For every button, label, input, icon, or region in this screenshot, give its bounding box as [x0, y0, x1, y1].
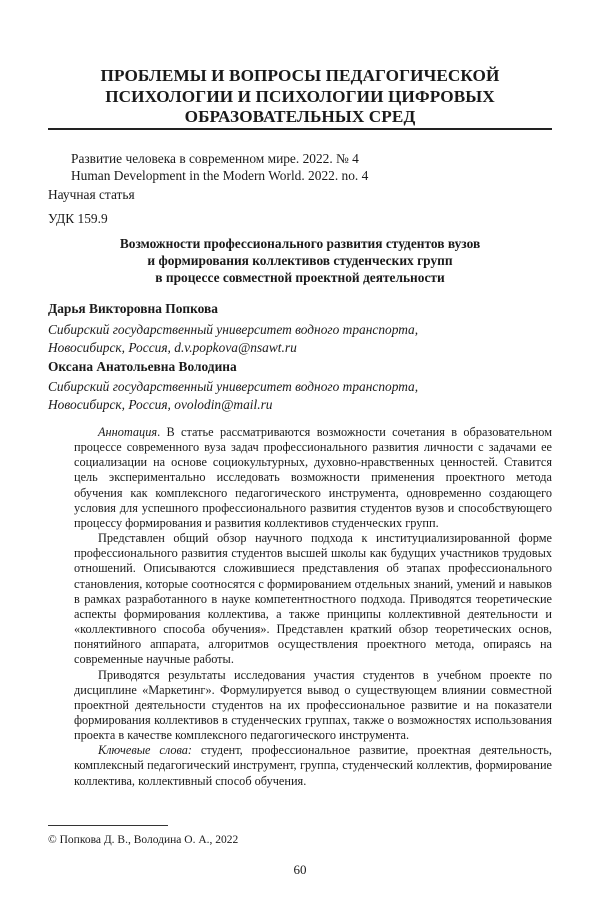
article-title-line: в процессе совместной проектной деятельности [155, 270, 445, 285]
abstract-label: Аннотация [98, 425, 158, 439]
abstract-paragraph [74, 425, 552, 531]
journal-citation-en: Human Development in the Modern World. 2022. no. 4 [71, 168, 369, 183]
article-title [48, 235, 552, 286]
header-rule [48, 128, 552, 130]
keywords-label: Ключевые слова: [98, 743, 192, 758]
article-type: Научная статья [48, 187, 135, 202]
author-name: Дарья Викторовна Попкова [48, 301, 218, 316]
affiliation-line: Сибирский государственный университет водного транспорта, [48, 322, 419, 337]
section-title-line: ОБРАЗОВАТЕЛЬНЫХ СРЕД [184, 107, 416, 126]
author-affiliation [48, 378, 552, 414]
journal-citation-ru: Развитие человека в современном мире. 2022. № 4 [71, 151, 359, 166]
section-title-line: ПСИХОЛОГИИ И ПСИХОЛОГИИ ЦИФРОВЫХ [105, 86, 495, 106]
page-number: 60 [293, 862, 307, 877]
section-title [48, 66, 552, 128]
page [48, 0, 552, 917]
abstract-text: . В статье рассматриваются возможности сочетания в образовательном процессе современного вуза задач профессионального развития личности с задачами ее социализации на основе социокультурных, духовно-нравственных ценностей. Ставится цель экспериментально исследовать возможности применения проектного метода обучения как комплексного педагогического инструмента, одновременно создающего условия для успешного профессионального развития студентов вузов и способствующего процессу формирования и развития коллективов студенческих групп. [74, 425, 552, 530]
affiliation-line: Сибирский государственный университет водного транспорта, [48, 379, 419, 394]
author-affiliation [48, 321, 552, 357]
affiliation-line: Новосибирск, Россия, ovolodin@mail.ru [48, 397, 273, 412]
abstract [74, 425, 552, 789]
udc-code: УДК 159.9 [48, 211, 108, 226]
footnote-rule [48, 825, 168, 826]
keywords-text: студент, профессиональное развитие, проектная деятельность, комплексный педагогический инструмент, группа, студенческий коллектив, формирование коллектива, коллективный способ обучения. [74, 743, 552, 788]
abstract-paragraph: Приводятся результаты исследования участия студентов в учебном проекте по дисциплине «Маркетинг». Формулируется вывод о существующем влиянии совместной проектной деятельности студентов на их профессиональное развитие и на показатели формирования коллективов в студенческих группах, также о возможностях использования проекта в качестве комплексного педагогического инструмента. [74, 667, 552, 743]
article-title-line: Возможности профессионального развития студентов вузов [119, 236, 481, 251]
copyright-notice: © Попкова Д. В., Володина О. А., 2022 [48, 834, 239, 846]
article-title-line: и формирования коллективов студенческих групп [147, 253, 453, 268]
affiliation-line: Новосибирск, Россия, d.v.popkova@nsawt.ru [48, 340, 297, 355]
author-name: Оксана Анатольевна Володина [48, 359, 237, 374]
abstract-paragraph: Представлен общий обзор научного подхода к институциализированной форме профессионального развития студентов высшей школы как будущих участников трудовых отношений. Описываются сложившиеся представления об этапах профессионального становления, которые соотносятся с формированием отдельных знаний, умений и навыков в рамках разработанного в науке компетентностного подхода. Приводятся теоретические аспекты формирования коллектива, а также принципы коллективной деятельности и «коллективного способа обучения». Представлен краткий обзор теоретических основ, понятийного аппарата, алгоритмов осуществления проектного метода, опираясь на современные научные работы. [74, 531, 552, 667]
section-title-line: ПРОБЛЕМЫ И ВОПРОСЫ ПЕДАГОГИЧЕСКОЙ [100, 66, 500, 85]
keywords-paragraph [74, 743, 552, 788]
